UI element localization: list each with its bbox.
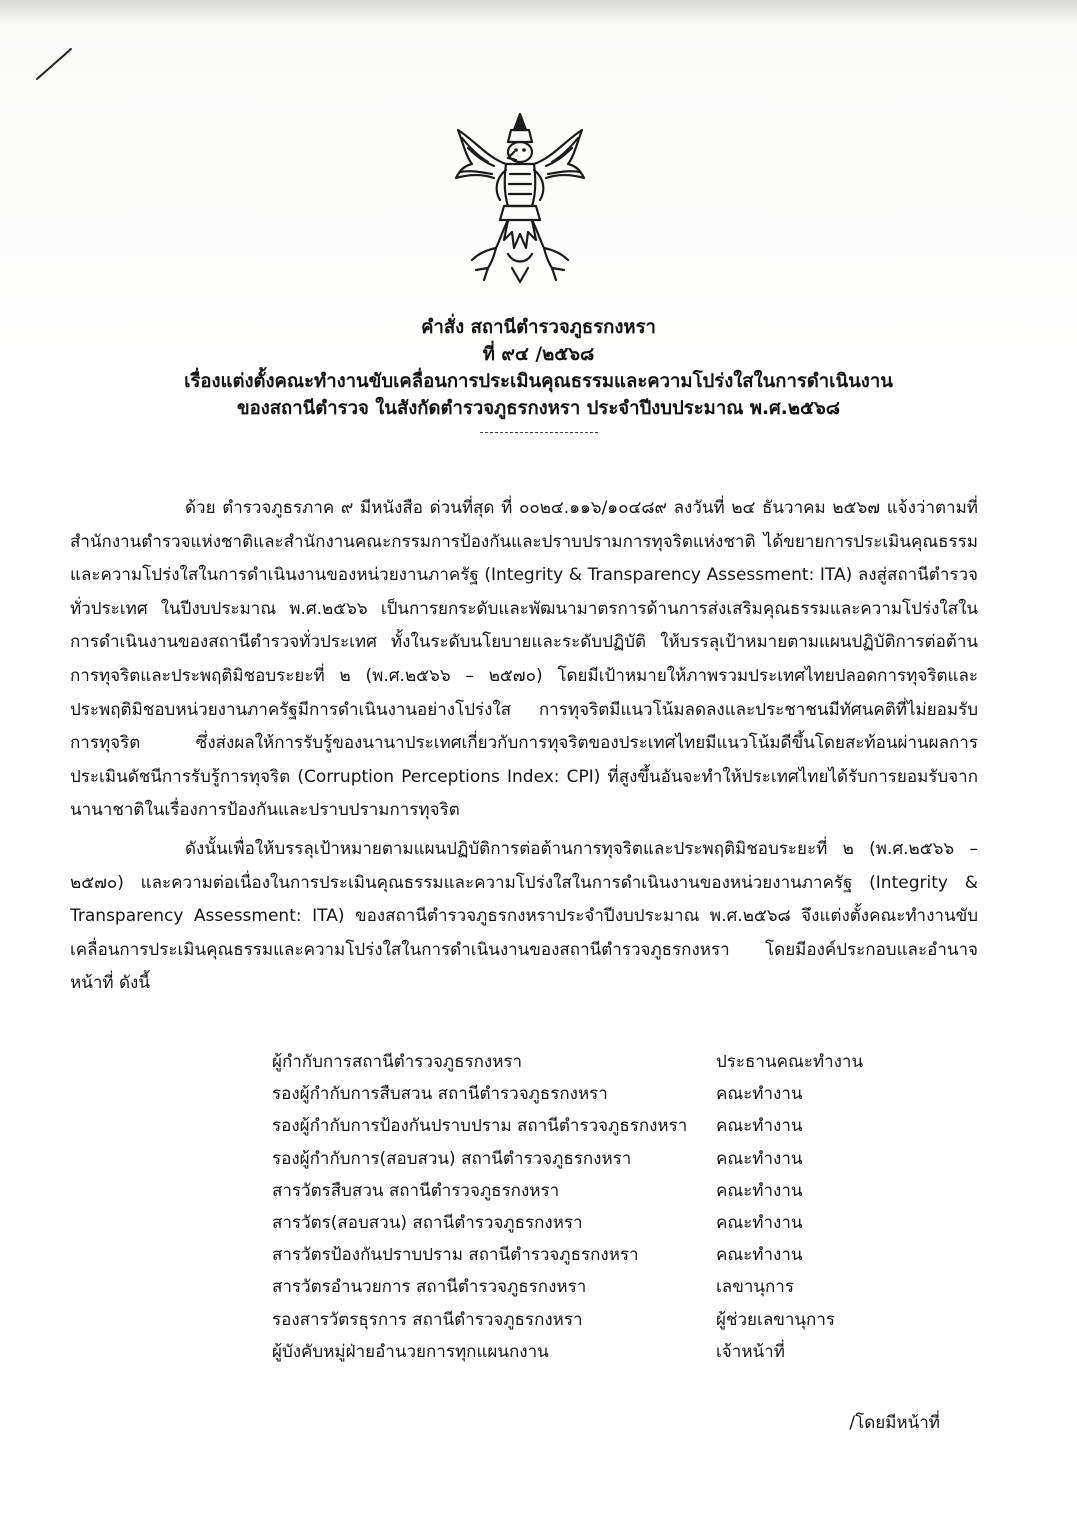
member-row [272,1239,912,1271]
pen-mark-icon [34,46,74,82]
header-divider [480,432,598,433]
member-role: ผู้ช่วยเลขานุการ [716,1309,835,1330]
member-role: คณะทำงาน [716,1245,803,1266]
member-row [272,1304,912,1336]
member-role: คณะทำงาน [716,1148,803,1169]
garuda-emblem-icon [448,108,592,284]
member-role: คณะทำงาน [716,1116,803,1137]
paragraph-1: ด้วย ตำรวจภูธรภาค ๙ มีหนังสือ ด่วนที่สุด ที่ ๐๐๒๔.๑๑๖/๑๐๔๘๙ ลงวันที่ ๒๔ ธันวาคม ๒๕๖๗ แจ้งว่าตามที่สำนักงานตำรวจแห่งชาติและสำนักงานคณะกรรมการป้องกันและปราบปรามการทุจริตแห่งชาติ ได้ขยายการประเมินคุณธรรมและความโปร่งใสในการดำเนินงานของหน่วยงานภาครัฐ (Integrity & Transparency Assessment: ITA) ลงสู่สถานีตำรวจทั่วประเทศ ในปีงบประมาณ พ.ศ.๒๕๖๖ เป็นการยกระดับและพัฒนามาตรการด้านการส่งเสริมคุณธรรมและความโปร่งใสในการดำเนินงานของสถานีตำรวจทั่วประเทศ ทั้งในระดับนโยบายและระดับปฏิบัติ ให้บรรลุเป้าหมายตามแผนปฏิบัติการต่อต้านการทุจริตและประพฤติมิชอบระยะที่ ๒ (พ.ศ.๒๕๖๖ – ๒๕๗๐) โดยมีเป้าหมายให้ภาพรวมประเทศไทยปลอดการทุจริตและประพฤติมิชอบหน่วยงานภาครัฐมีการดำเนินงานอย่างโปร่งใส การทุจริตมีแนวโน้มลดลงและประชาชนมีทัศนคติที่ไม่ยอมรับการทุจริต ซึ่งส่งผลให้การรับรู้ของนานาประเทศเกี่ยวกับการทุจริตของประเทศไทยมีแนวโน้มดีขึ้นโดยสะท้อนผ่านผลการประเมินดัชนีการรับรู้การทุจริต (Corruption Perceptions Index: CPI) ที่สูงขึ้นอันจะทำให้ประเทศไทยได้รับการยอมรับจากนานาชาติในเรื่องการป้องกันและปราบปรามการทุจริต [70,498,978,821]
member-role: เจ้าหน้าที่ [716,1341,785,1362]
member-name: รองผู้กำกับการ(สอบสวน) สถานีตำรวจภูธรกงหรา [272,1148,632,1169]
scan-shadow [0,0,1077,22]
member-row [272,1110,912,1142]
member-row [272,1143,912,1175]
member-name: รองผู้กำกับการป้องกันปราบปราม สถานีตำรวจภูธรกงหรา [272,1116,688,1137]
member-row [272,1046,912,1078]
member-role: คณะทำงาน [716,1213,803,1234]
member-name: สารวัตรสืบสวน สถานีตำรวจภูธรกงหรา [272,1180,560,1201]
order-subject-line-2: ของสถานีตำรวจ ในสังกัดตำรวจภูธรกงหรา ประจำปีงบประมาณ พ.ศ.๒๕๖๘ [236,398,841,419]
member-name: รองสารวัตรธุรการ สถานีตำรวจภูธรกงหรา [272,1309,583,1330]
order-title: คำสั่ง สถานีตำรวจภูธรกงหรา [421,317,656,338]
member-role: คณะทำงาน [716,1180,803,1201]
continuation-note: /โดยมีหน้าที่ [849,1413,940,1433]
member-row [272,1271,912,1303]
order-header [0,314,1077,433]
member-row [272,1175,912,1207]
paragraph-2: ดังนั้นเพื่อให้บรรลุเป้าหมายตามแผนปฏิบัติการต่อต้านการทุจริตและประพฤติมิชอบระยะที่ ๒ (พ.ศ.๒๕๖๖ – ๒๕๗๐) และความต่อเนื่องในการประเมินคุณธรรมและความโปร่งใสในการดำเนินงานของหน่วยงานภาครัฐ (Integrity & Transparency Assessment: ITA) ของสถานีตำรวจภูธรกงหราประจำปีงบประมาณ พ.ศ.๒๕๖๘ จึงแต่งตั้งคณะทำงานขับเคลื่อนการประเมินคุณธรรมและความโปร่งใสในการดำเนินงานของสถานีตำรวจภูธรกงหรา โดยมีองค์ประกอบและอำนาจหน้าที่ ดังนี้ [70,838,978,994]
order-number: ที่ ๙๔ /๒๕๖๘ [482,344,595,365]
member-row [272,1078,912,1110]
member-name: สารวัตรป้องกันปราบปราม สถานีตำรวจภูธรกงหรา [272,1245,639,1266]
member-name: รองผู้กำกับการสืบสวน สถานีตำรวจภูธรกงหรา [272,1084,608,1105]
order-subject-line-1: เรื่องแต่งตั้งคณะทำงานขับเคลื่อนการประเมินคุณธรรมและความโปร่งใสในการดำเนินงาน [184,371,893,392]
member-role: คณะทำงาน [716,1084,803,1105]
member-name: ผู้กำกับการสถานีตำรวจภูธรกงหรา [272,1052,523,1072]
order-body [70,492,978,1001]
member-name: สารวัตรอำนวยการ สถานีตำรวจภูธรกงหรา [272,1277,587,1298]
member-name: สารวัตร(สอบสวน) สถานีตำรวจภูธรกงหรา [272,1213,583,1234]
member-list [272,1046,912,1368]
member-role: เลขานุการ [716,1277,794,1298]
member-role: ประธานคณะทำงาน [716,1052,864,1072]
member-row [272,1207,912,1239]
member-name: ผู้บังคับหมู่ฝ่ายอำนวยการทุกแผนกงาน [272,1341,549,1362]
member-row [272,1336,912,1368]
